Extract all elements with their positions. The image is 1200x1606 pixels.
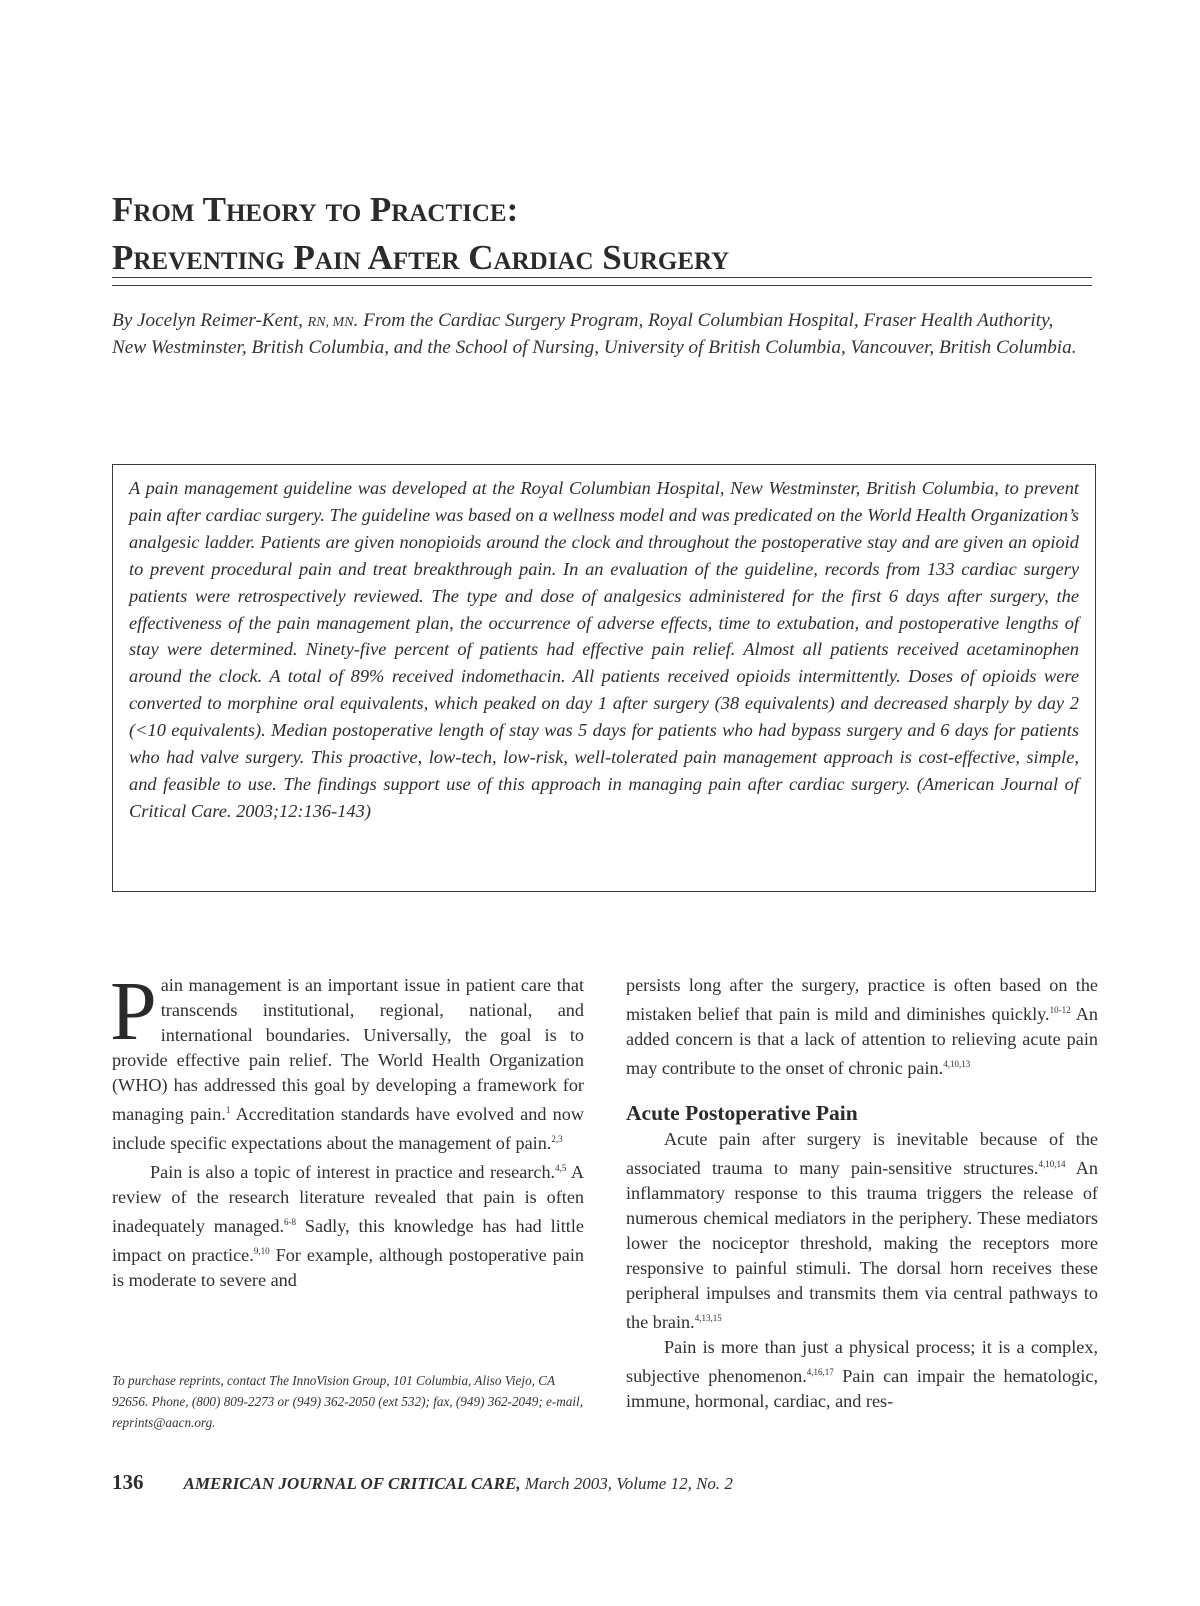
citation: 1 [225,1105,231,1115]
research-text-b: A review of the research literature revealed that pain is often inadequately managed. [112,1162,584,1237]
research-text-c: Sadly, this knowledge has had little impact on practice. [112,1216,584,1266]
research-text: Pain is also a topic of interest in practice and research. [150,1162,556,1183]
page-footer [112,1470,1092,1496]
title-rule-bottom [112,285,1092,286]
drop-cap: P [110,965,157,1058]
citation: 4,16,17 [806,1367,834,1378]
acute-pain-text-b: An inflammatory response to this trauma triggers the release of numerous chemical mediators in the periphery. These mediators lower the nociceptor threshold, making the receptors more responsive to painful stimuli. The dorsal horn receives these peripheral impulses and transmits them via central pathways to the brain. [626,1158,1098,1333]
title-line-2: Preventing Pain After Cardiac Surgery [112,238,730,277]
intro-text: ain management is an important issue in patient care that transcends institutional, regional, national, and international boundaries. Universally, the goal is to provide effective pain relief. The World Health Organization (WHO) has addressed this goal by developing a framework for managing pain. [112,975,584,1125]
journal-issue: March 2003, Volume 12, No. 2 [520,1474,733,1493]
reprints-note: To purchase reprints, contact The InnoVision Group, 101 Columbia, Aliso Viejo, CA 92656. Phone, (800) 809-2273 or (949) 362-2050 (ext 532); fax, (949) 362-2049; e-mail, reprints@aacn.org. [112,1373,583,1430]
citation: 4,13,15 [694,1313,722,1324]
citation: 4,10,14 [1038,1159,1066,1170]
title-rule-top [112,277,1092,278]
paragraph-research [112,1156,584,1293]
citation: 10-12 [1049,1005,1071,1015]
journal-name: AMERICAN JOURNAL OF CRITICAL CARE, [183,1474,521,1493]
acute-pain-text: Acute pain after surgery is inevitable because of the associated trauma to many pain-sensitive structures. [626,1129,1098,1179]
citation: 4,5 [555,1163,567,1174]
page-number: 136 [112,1470,144,1494]
intro-text-cont: Accreditation standards have evolved and now include specific expectations about the management of pain. [112,1104,584,1154]
citation: 9,10 [253,1246,270,1257]
citation: 4,10,13 [943,1059,971,1070]
title-line-1: From Theory to Practice: [112,190,519,229]
byline-affiliation: . From the Cardiac Surgery Program, Royal Columbian Hospital, Fraser Health Authority, New Westminster, British Columbia, and the School of Nursing, University of British Columbia, Vancouver, British Columbia. [112,310,1077,358]
continuation-text-b: An added concern is that a lack of attention to relieving acute pain may contribute to the onset of chronic pain. [626,1004,1099,1079]
paragraph-intro [110,965,584,1156]
paragraph-complex-pain [626,1335,1098,1414]
citation: 2,3 [551,1134,563,1145]
citation: 6-8 [284,1217,296,1228]
body-column-left [110,965,584,1293]
paragraph-acute-pain [626,1127,1098,1335]
continuation-text: persists long after the surgery, practice is often based on the mistaken belief that pain is mild and diminishes quickly. [626,975,1098,1025]
paragraph-continuation [626,973,1098,1081]
research-text-d: For example, although postoperative pain is moderate to severe and [112,1245,584,1291]
body-column-right [626,973,1098,1414]
complex-pain-text-b: Pain can impair the hematologic, immune, hormonal, cardiac, and res- [626,1366,1099,1412]
abstract-box [112,464,1096,892]
abstract-text: A pain management guideline was developed at the Royal Columbian Hospital, New Westminster, British Columbia, to prevent pain after cardiac surgery. The guideline was based on a wellness model and was predicated on the World Health Organization’s analgesic ladder. Patients are given nonopioids around the clock and throughout the postoperative stay and are given an opioid to prevent procedural pain and treat breakthrough pain. In an evaluation of the guideline, records from 133 cardiac surgery patients were retrospectively reviewed. The type and dose of analgesics administered for the first 6 days after surgery, the effectiveness of the pain management plan, the occurrence of adverse effects, time to extubation, and postoperative lengths of stay were determined. Ninety-five percent of patients had effective pain relief. Almost all patients received acetaminophen around the clock. A total of 89% received indomethacin. All patients received opioids intermittently. Doses of opioids were converted to morphine oral equivalents, which peaked on day 1 after surgery (38 equivalents) and decreased sharply by day 2 (<10 equivalents). Median postoperative length of stay was 5 days for patients who had bypass surgery and 6 days for patients who had valve surgery. This proactive, low-tech, low-risk, well-tolerated pain management approach is cost-effective, simple, and feasible to use. The findings support use of this approach in managing pain after cardiac surgery. (American Journal of Critical Care. 2003;12:136-143) [129,478,1079,821]
byline-credentials: RN, MN [307,315,354,330]
article-title [112,186,1092,282]
byline-author: By Jocelyn Reimer-Kent, [112,310,308,331]
author-byline [112,308,1092,360]
section-heading: Acute Postoperative Pain [626,1101,858,1126]
complex-pain-text: Pain is more than just a physical process; it is a complex, subjective phenomenon. [626,1337,1098,1387]
